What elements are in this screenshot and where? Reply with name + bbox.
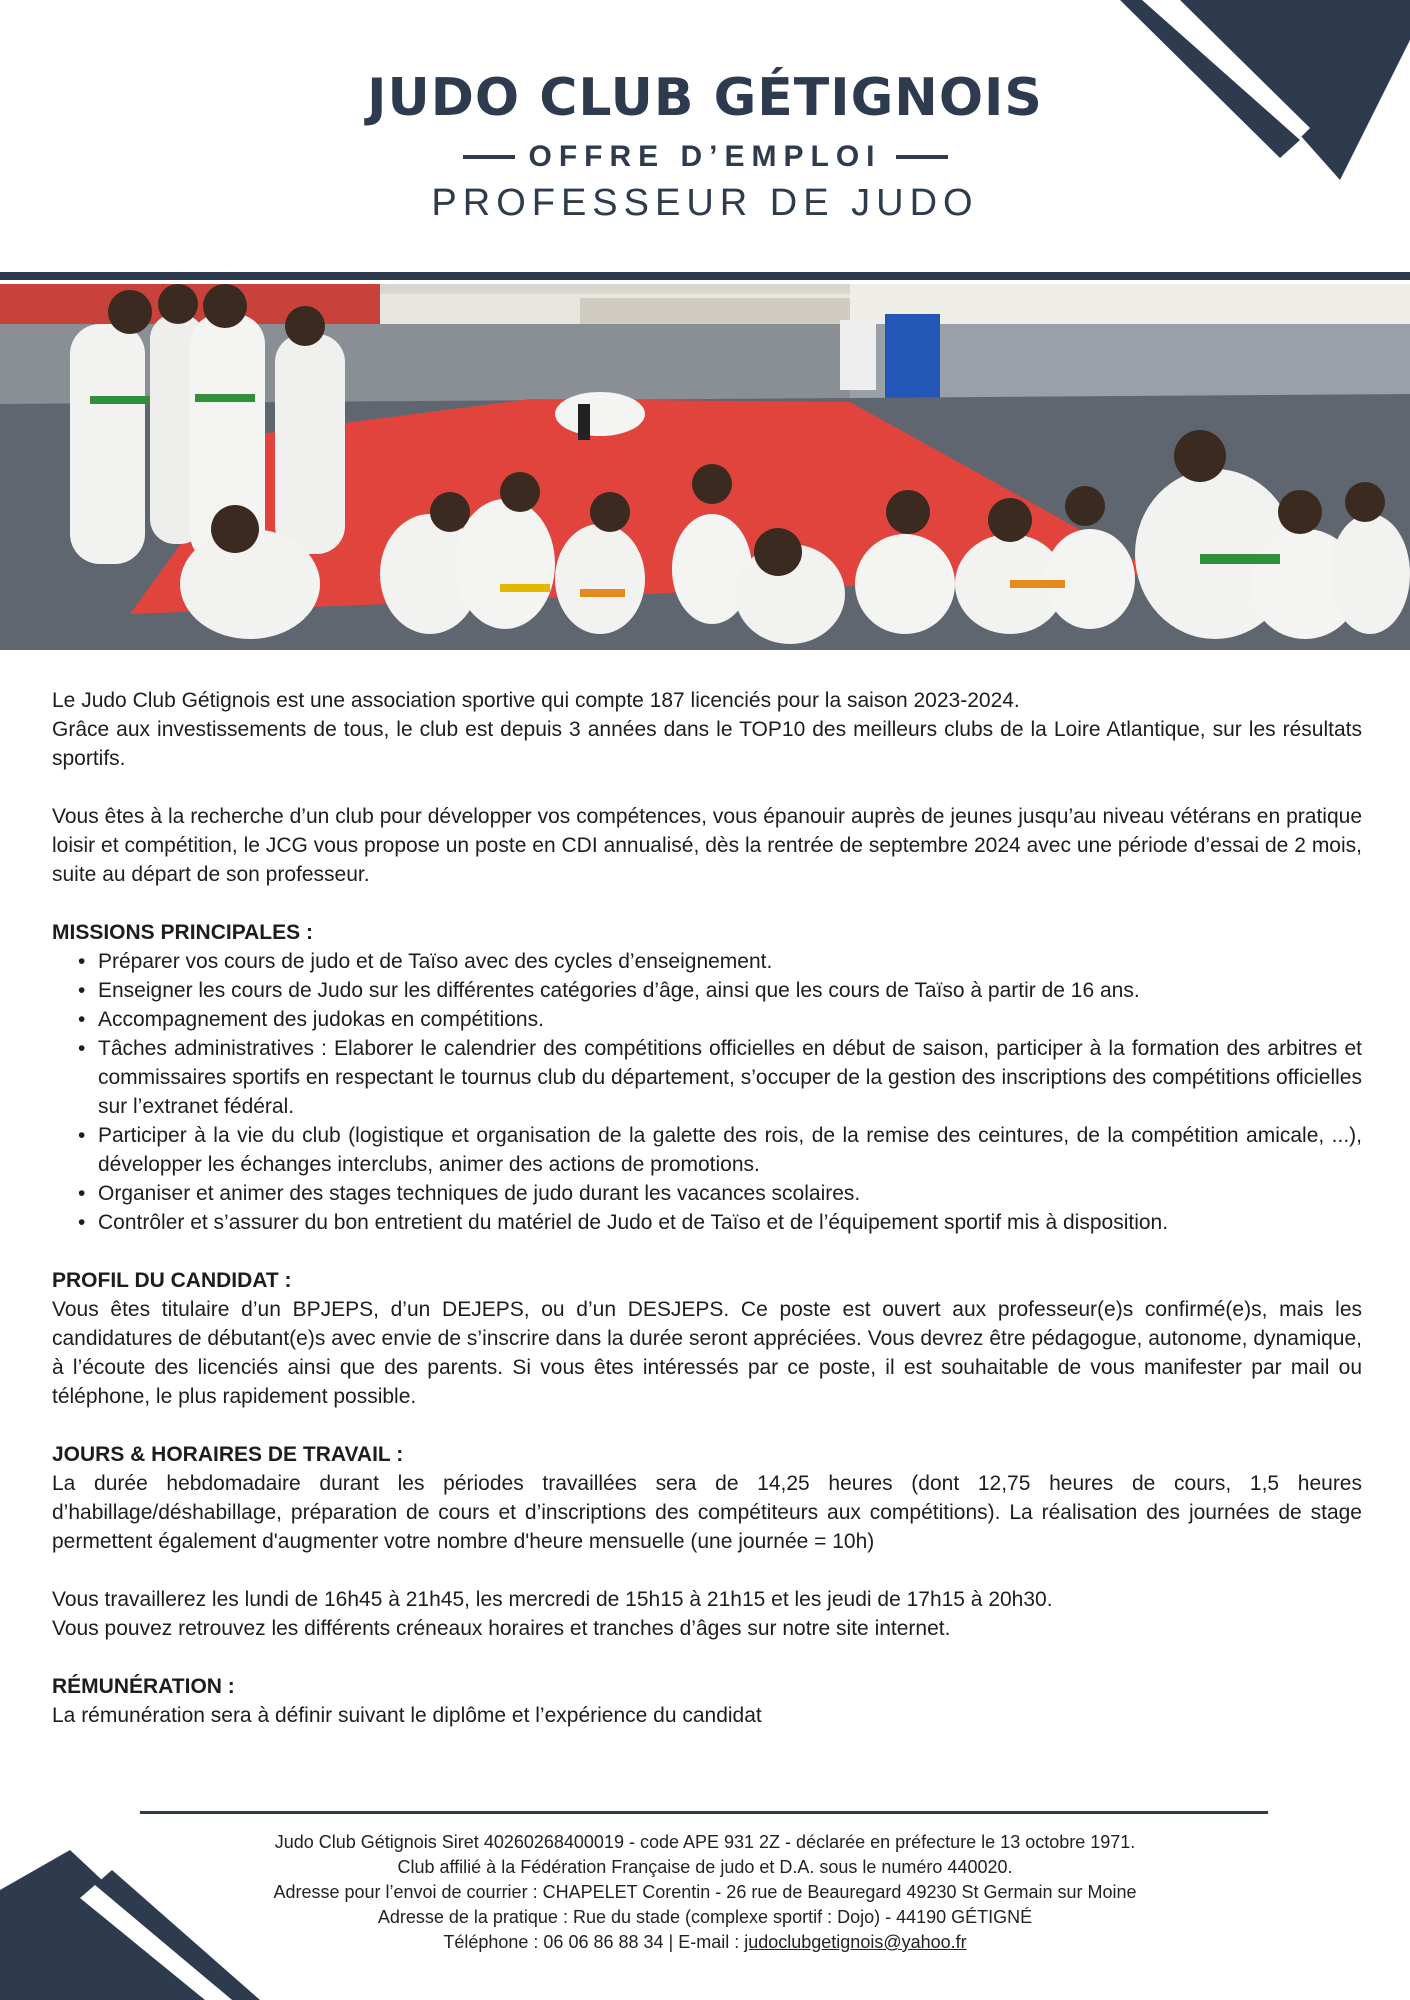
intro-paragraph-2: Vous êtes à la recherche d’un club pour développer vos compétences, vous épanouir auprès de jeunes jusqu’au niveau vétérans en pratique loisir et compétition, le JCG vous propose un poste en CDI annualisé, dès la rentrée de septembre 2024 avec une période d’essai de 2 mois, suite au départ de son professeur. [52, 805, 1362, 886]
club-name-title: JUDO CLUB GÉTIGNOIS [367, 68, 1043, 128]
mission-item: • Enseigner les cours de Judo sur les différentes catégories d’âge, ainsi que les cours de Taïso à partir de 16 ans. [98, 976, 1362, 1005]
email-link[interactable]: judoclubgetignois@yahoo.fr [744, 1932, 967, 1952]
profil-title: PROFIL DU CANDIDAT : [52, 1269, 292, 1292]
remuneration-title: RÉMUNÉRATION : [52, 1675, 235, 1698]
mission-item: • Contrôler et s’assurer du bon entretient du matériel de Judo et de Taïso et de l’équipement sportif mis à disposition. [98, 1208, 1362, 1237]
photo-top-bar [0, 272, 1410, 280]
mission-item: • Accompagnement des judokas en compétitions. [98, 1005, 1362, 1034]
mission-item: • Préparer vos cours de judo et de Taïso avec des cycles d’enseignement. [98, 947, 1362, 976]
footer-contact [0, 1930, 1410, 1955]
divider-right [896, 155, 948, 159]
offer-row [0, 140, 1410, 174]
missions-list [52, 947, 1362, 1237]
intro-line-2: Grâce aux investissements de tous, le club est depuis 3 années dans le TOP10 des meilleurs clubs de la Loire Atlantique, sur les résultats sportifs. [52, 718, 1362, 770]
intro-line-1: Le Judo Club Gétignois est une association sportive qui compte 187 licenciés pour la saison 2023-2024. [52, 689, 1020, 712]
footer [0, 1830, 1410, 1955]
footer-line-1: Judo Club Gétignois Siret 40260268400019 - code APE 931 2Z - déclarée en préfecture le 13 octobre 1971. [274, 1832, 1136, 1852]
horaires-text: La durée hebdomadaire durant les périodes travaillées sera de 14,25 heures (dont 12,75 heures de cours, 1,5 heures d’habillage/déshabillage, préparation de cours et d’inscriptions des compétiteurs aux compétitions). La réalisation des journées de stage permettent également d'augmenter votre nombre d'heure mensuelle (une journée = 10h) [52, 1472, 1362, 1553]
divider-left [463, 155, 515, 159]
footer-line-4: Adresse de la pratique : Rue du stade (complexe sportif : Dojo) - 44190 GÉTIGNÉ [377, 1907, 1033, 1927]
judo-class-photo [0, 284, 1410, 650]
mission-item: • Participer à la vie du club (logistique et organisation de la galette des rois, de la remise des ceintures, de la compétition amicale, ...), développer les échanges interclubs, animer des actions de promotions. [98, 1121, 1362, 1179]
footer-phone: Téléphone : 06 06 86 88 34 | E-mail : [443, 1932, 745, 1952]
horaires-title: JOURS & HORAIRES DE TRAVAIL : [52, 1443, 404, 1466]
profil-text: Vous êtes titulaire d’un BPJEPS, d’un DEJEPS, ou d’un DESJEPS. Ce poste est ouvert aux professeur(e)s confirmé(e)s, mais les candidatures de débutant(e)s avec envie de s’inscrire dans la durée seront appréciées. Vous devrez être pédagogue, autonome, dynamique, à l’écoute des licenciés ainsi que des parents. Si vous êtes intéressés par ce poste, il est souhaitable de vous manifester par mail ou téléphone, le plus rapidement possible. [52, 1298, 1362, 1408]
remuneration-text: La rémunération sera à définir suivant le diplôme et l’expérience du candidat [52, 1704, 762, 1727]
missions-title: MISSIONS PRINCIPALES : [52, 921, 313, 944]
offer-label: OFFRE D’EMPLOI [528, 140, 882, 173]
footer-divider [140, 1811, 1268, 1814]
schedule-line-1: Vous travaillerez les lundi de 16h45 à 21h45, les mercredi de 15h15 à 21h15 et les jeudi de 17h15 à 20h30. [52, 1588, 1053, 1611]
job-description [52, 686, 1362, 1730]
mission-item: • Organiser et animer des stages techniques de judo durant les vacances scolaires. [98, 1179, 1362, 1208]
position-title: PROFESSEUR DE JUDO [431, 182, 979, 224]
footer-line-2: Club affilié à la Fédération Française de judo et D.A. sous le numéro 440020. [397, 1857, 1013, 1877]
footer-line-3: Adresse pour l’envoi de courrier : CHAPELET Corentin - 26 rue de Beauregard 49230 St Germain sur Moine [273, 1882, 1137, 1902]
schedule-line-2: Vous pouvez retrouvez les différents créneaux horaires et tranches d’âges sur notre site internet. [52, 1617, 951, 1640]
photo-illustration [0, 284, 1410, 650]
mission-item: • Tâches administratives : Elaborer le calendrier des compétitions officielles en début de saison, participer à la formation des arbitres et commissaires sportifs en respectant le tournus club du département, s’occuper de la gestion des inscriptions des compétitions officielles sur l’extranet fédéral. [98, 1034, 1362, 1121]
header [0, 68, 1410, 225]
